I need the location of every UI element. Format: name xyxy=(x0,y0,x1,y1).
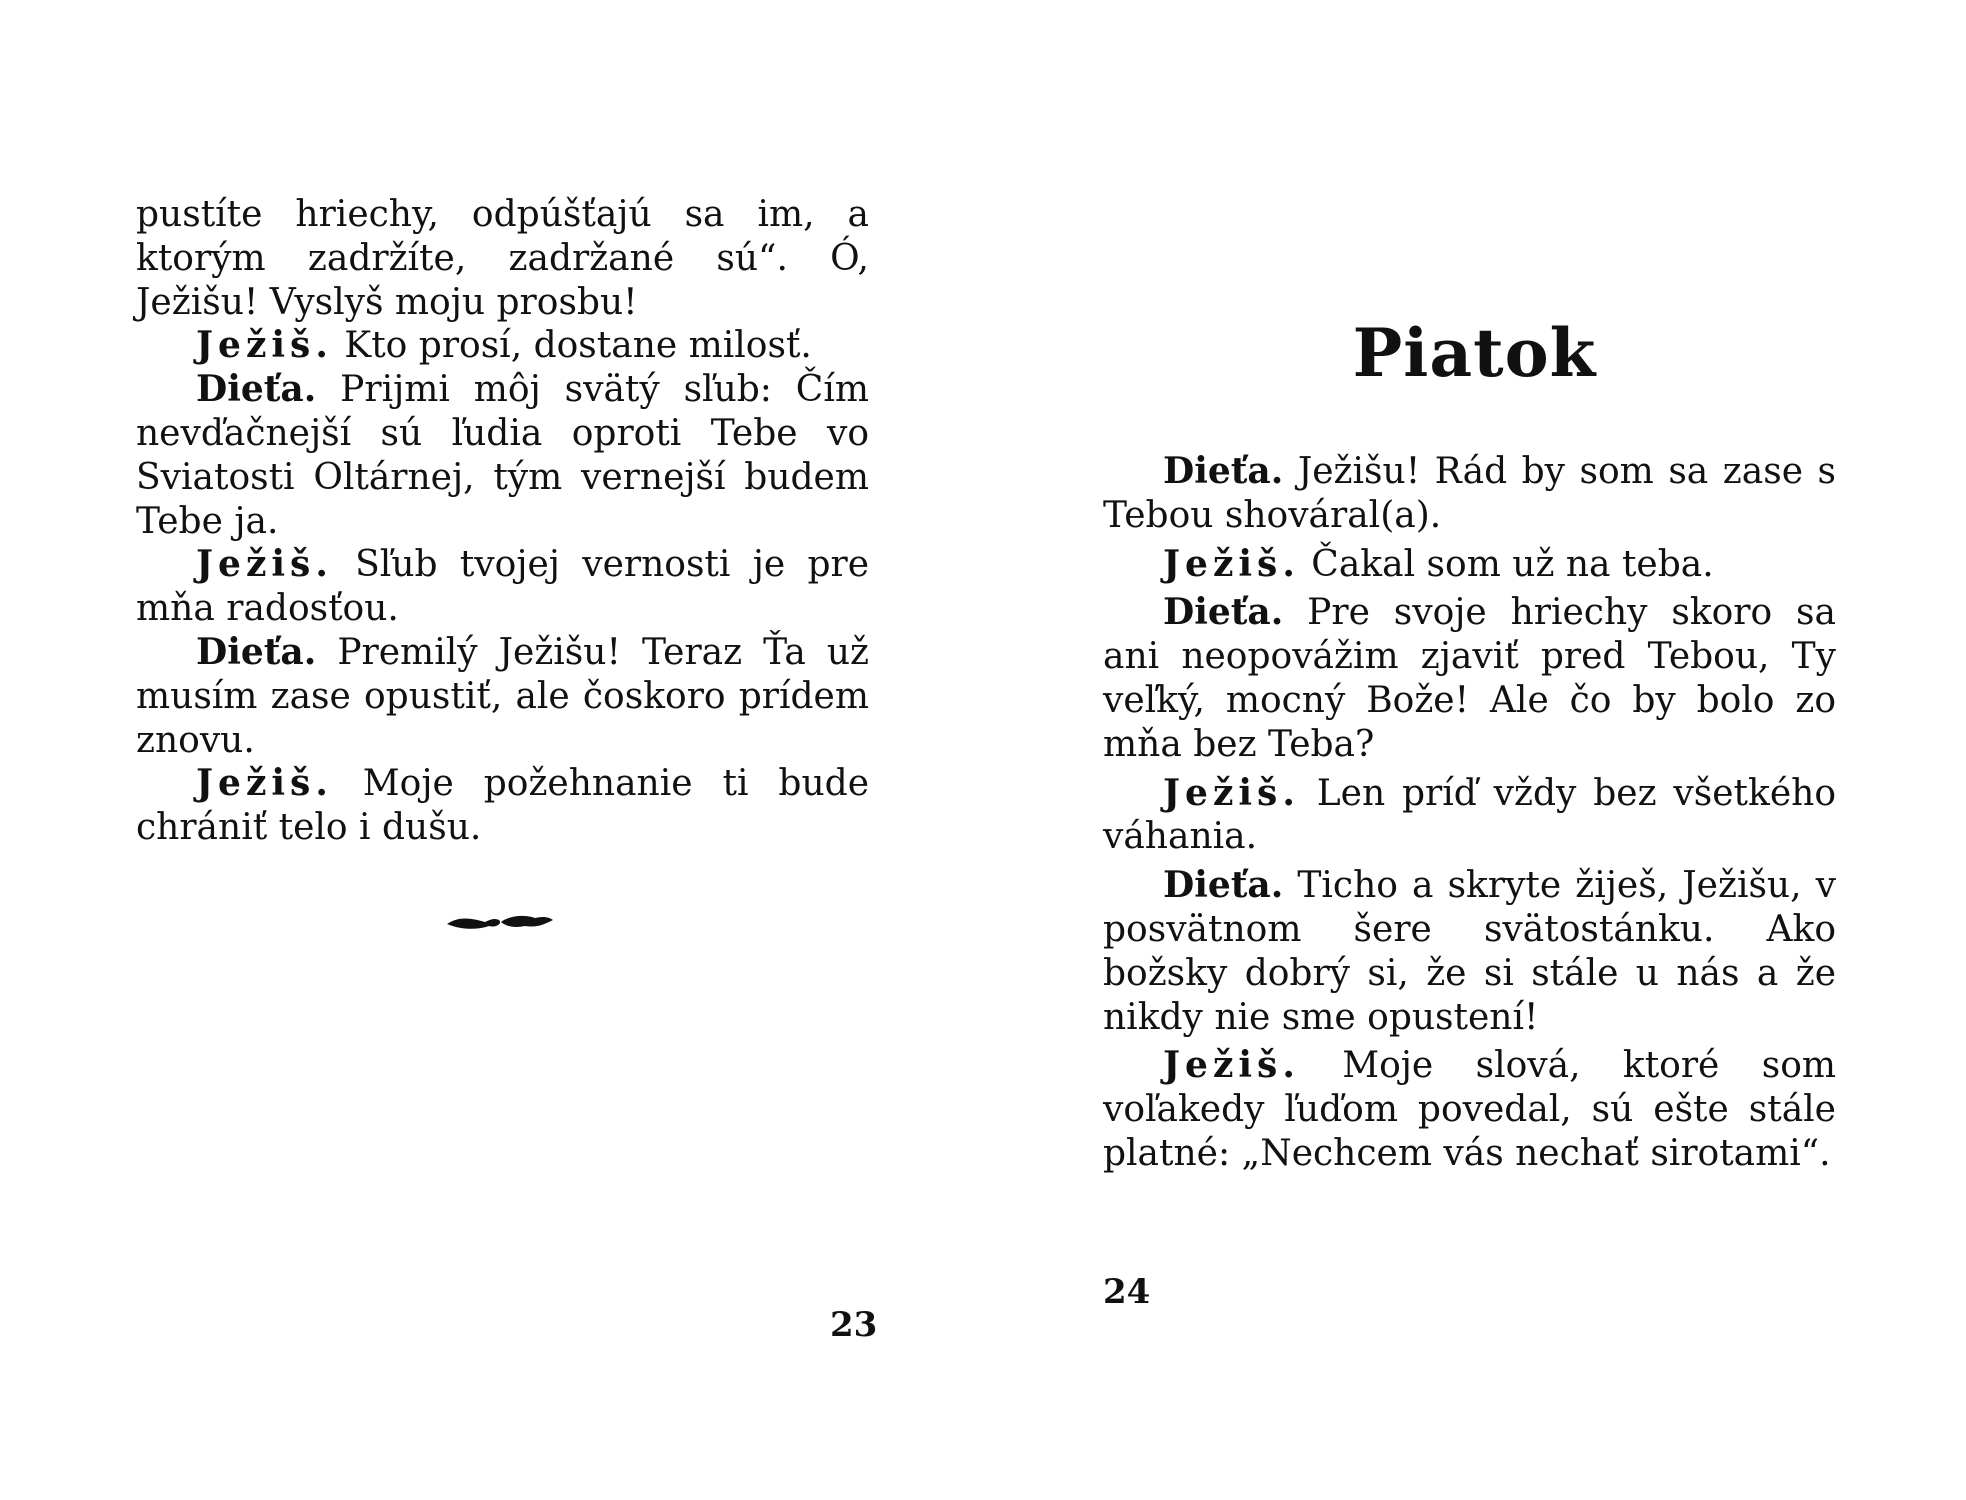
paragraph-text: Moje slová, ktoré som voľakedy ľuďom povedal, sú ešte stále platné: „Nechcem vás nechať sirotami“. xyxy=(1103,1045,1836,1174)
ornament-icon xyxy=(445,910,555,934)
paragraph-text: Ježišu! Rád by som sa zase s Tebou shováral(a). xyxy=(1103,451,1836,536)
paragraph-text: Len príď vždy bez všetkého váhania. xyxy=(1103,772,1836,858)
paragraph xyxy=(136,631,869,762)
paragraph-text: Premilý Ježišu! Teraz Ťa už musím zase opustiť, ale čoskoro prídem znovu. xyxy=(136,631,869,761)
paragraph-text: Prijmi môj svätý sľub: Čím nevďačnejší sú ľudia oproti Tebe vo Sviatosti Oltárnej, tým vernejší budem Tebe ja. xyxy=(136,369,869,542)
paragraph-text: Čakal som už na teba. xyxy=(1299,543,1714,585)
speaker-label: Ježiš. xyxy=(196,324,333,367)
paragraph xyxy=(136,543,869,631)
speaker-label: Ježiš. xyxy=(196,762,333,805)
paragraph xyxy=(136,762,869,850)
paragraph xyxy=(136,193,869,324)
speaker-label: Ježiš. xyxy=(1163,771,1300,814)
paragraph-text: Moje požehnanie ti bude chrániť telo i dušu. xyxy=(136,763,869,849)
paragraph xyxy=(1103,450,1836,538)
page-number: 23 xyxy=(830,1305,878,1345)
paragraph xyxy=(136,368,869,543)
speaker-label: Dieťa. xyxy=(1163,591,1284,634)
paragraph xyxy=(1103,864,1836,1039)
speaker-label: Dieťa. xyxy=(196,368,317,411)
paragraph-text: Pre svoje hriechy skoro sa ani neopovážim zjaviť pred Tebou, Ty veľký, mocný Bože! Ale čo by bolo zo mňa bez Teba? xyxy=(1103,592,1836,765)
speaker-label: Dieťa. xyxy=(196,630,317,673)
paragraph xyxy=(1103,772,1836,860)
left-text-block xyxy=(136,193,869,850)
paragraph-text: Ticho a skryte žiješ, Ježišu, v posvätnom šere svätostánku. Ako božsky dobrý si, že si stále u nás a že nikdy nie sme opustení! xyxy=(1103,865,1836,1038)
page-number: 24 xyxy=(1103,1272,1151,1312)
speaker-label: Ježiš. xyxy=(196,543,333,586)
paragraph-text: Sľub tvojej vernosti je pre mňa radosťou. xyxy=(136,544,869,630)
paragraph-text: pustíte hriechy, odpúšťajú sa im, a ktorým zadržíte, zadržané sú“. Ó, Ježišu! Vyslyš moju prosbu! xyxy=(136,194,869,323)
paragraph-text: Kto prosí, dostane milosť. xyxy=(332,325,812,367)
right-page xyxy=(983,0,1966,1500)
speaker-label: Ježiš. xyxy=(1163,542,1300,585)
paragraph xyxy=(136,324,869,368)
chapter-title: Piatok xyxy=(1352,314,1597,392)
paragraph xyxy=(1103,543,1836,587)
speaker-label: Dieťa. xyxy=(1163,450,1284,492)
right-text-block xyxy=(1103,450,1836,1181)
speaker-label: Ježiš. xyxy=(1163,1044,1300,1087)
paragraph xyxy=(1103,591,1836,766)
paragraph xyxy=(1103,1044,1836,1175)
speaker-label: Dieťa. xyxy=(1163,864,1284,907)
